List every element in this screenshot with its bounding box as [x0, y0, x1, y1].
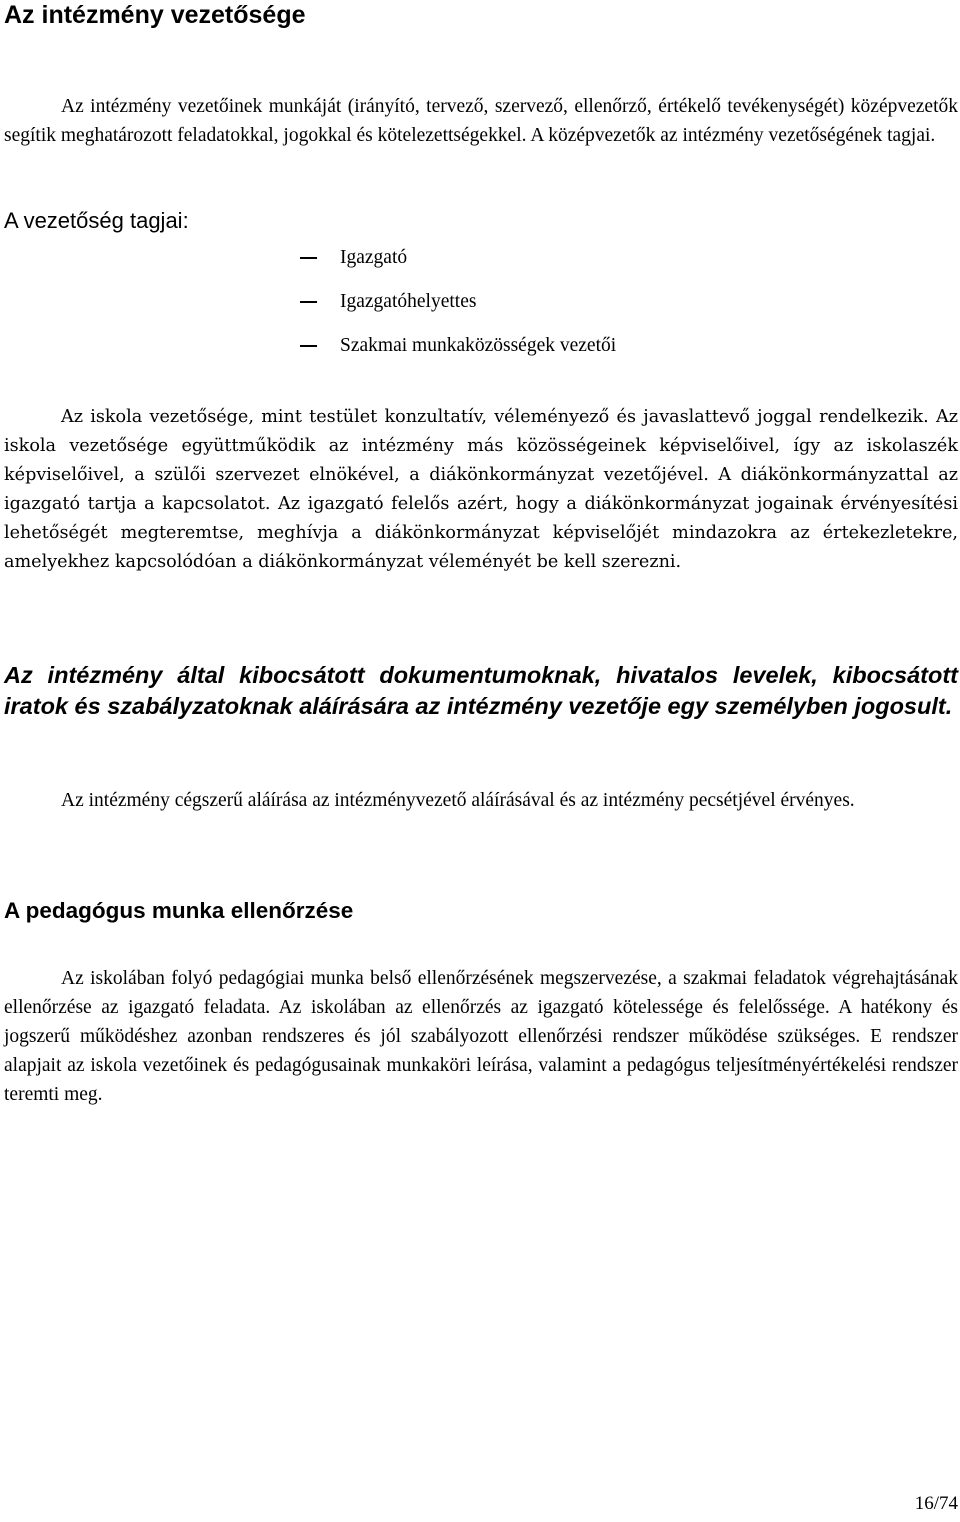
- members-heading: A vezetőség tagjai:: [4, 208, 189, 233]
- signature-statement: Az intézmény által kibocsátott dokumentumoknak, hivatalos levelek, kibocsátott iratok és szabályzatoknak aláírására az intézmény vezetője egy személyben jogosult.: [4, 662, 958, 719]
- consultative-paragraph: Az iskola vezetősége, mint testület konzultatív, véleményező és javaslattevő joggal rendelkezik. Az iskola vezetősége együttműködik az intézmény más közösségeinek képviselőivel, így az iskolaszék képviselőivel, a szülői szervezet elnökével, a diákönkormányzat vezetőjével. A diákönkormányzattal az igazgató tartja a kapcsolatot. Az igazgató felelős azért, hogy a diákönkormányzat jogainak érvényesítési lehetőségét megteremtse, meghívja a diákönkormányzat képviselőjét mindazokra az értekezletekre, amelyekhez kapcsolódóan a diákönkormányzat véleményét be kell szerezni.: [4, 407, 958, 572]
- members-list: [300, 242, 616, 374]
- dash-bullet-icon: [300, 257, 317, 259]
- signature-paragraph: Az intézmény cégszerű aláírása az intézményvezető aláírásával és az intézmény pecsétjével érvényes.: [61, 790, 855, 811]
- section-heading-pedagogical-control: A pedagógus munka ellenőrzése: [4, 898, 354, 923]
- list-item-label: Szakmai munkaközösségek vezetői: [340, 335, 617, 356]
- list-item-label: Igazgatóhelyettes: [340, 291, 477, 312]
- dash-bullet-icon: [300, 345, 317, 347]
- list-item: [300, 242, 616, 286]
- page-number: 16/74: [914, 1493, 958, 1514]
- control-paragraph: Az iskolában folyó pedagógiai munka belső ellenőrzésének megszervezése, a szakmai feladatok végrehajtásának ellenőrzése az igazgató feladata. Az iskolában az ellenőrzés az igazgató kötelessége és felelőssége. A hatékony és jogszerű működéshez azonban rendszeres és jól szabályozott ellenőrzési rendszer működése szükséges. E rendszer alapjait az iskola vezetőinek és pedagógusainak munkaköri leírása, valamint a pedagógus teljesítményértékelési rendszer teremti meg.: [4, 968, 958, 1105]
- section-heading-leadership: Az intézmény vezetősége: [4, 1, 306, 29]
- list-item-label: Igazgató: [340, 247, 408, 268]
- dash-bullet-icon: [300, 301, 317, 303]
- list-item: [300, 286, 616, 330]
- list-item: [300, 330, 616, 374]
- intro-paragraph: Az intézmény vezetőinek munkáját (irányító, tervező, szervező, ellenőrző, értékelő tevékenységét) középvezetők segítik meghatározott feladatokkal, jogokkal és kötelezettségekkel. A középvezetők az intézmény vezetőségének tagjai.: [4, 96, 958, 146]
